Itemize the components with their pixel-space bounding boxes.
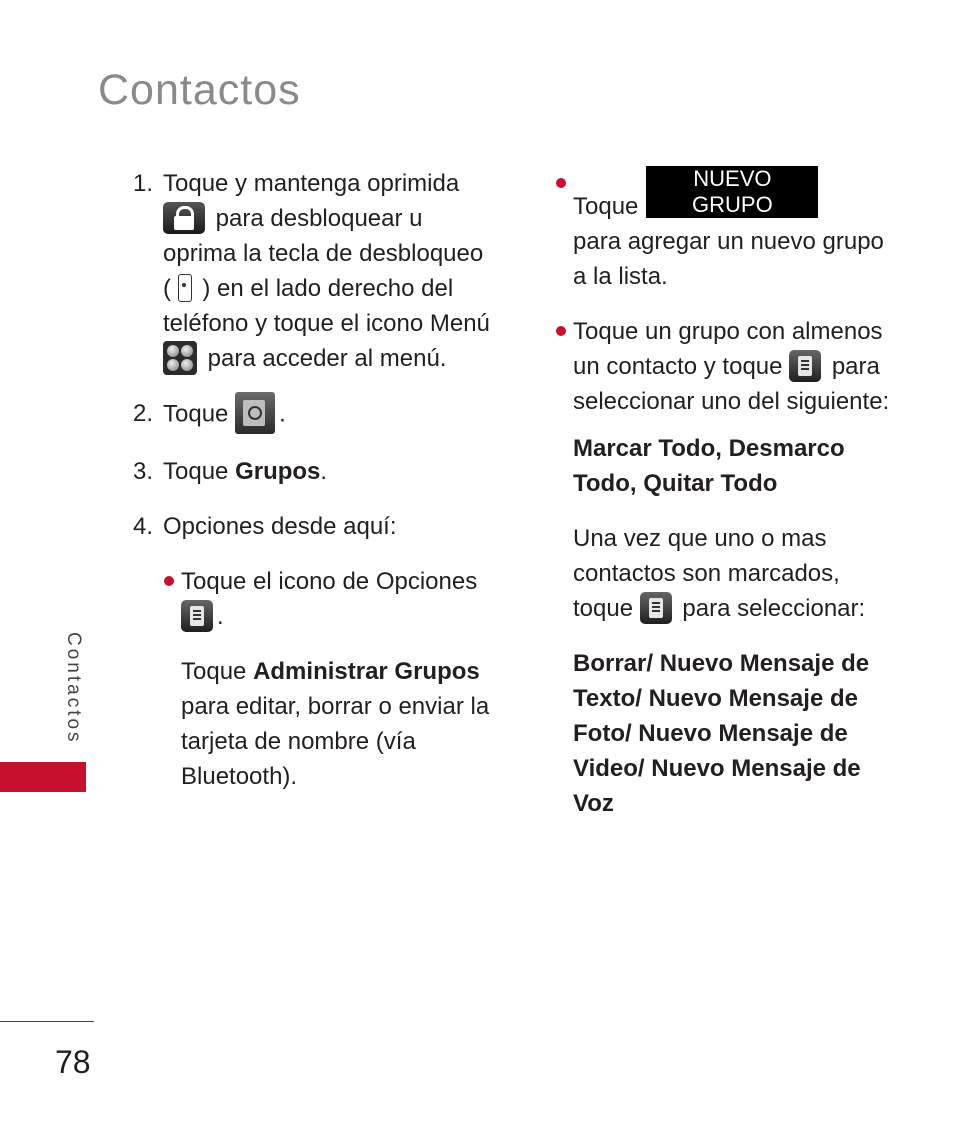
- options-icon: [640, 592, 672, 624]
- step-3-text-a: Toque: [163, 458, 236, 485]
- marked-text-a: Una vez que uno o mas contactos son marcados, toque: [573, 525, 840, 622]
- options-bullet: [161, 564, 493, 634]
- new-group-button: NUEVO GRUPO: [646, 166, 818, 218]
- step-1-text-a: Toque y mantenga oprimida: [163, 170, 460, 197]
- new-group-text-b: para agregar un nuevo grupo a la lista.: [573, 228, 884, 290]
- admin-groups-label: Administrar Grupos: [253, 658, 480, 685]
- group-bullet-text-a: Toque un grupo con almenos un contacto y toque: [573, 318, 883, 380]
- contacts-icon: [235, 392, 275, 434]
- page-title: Contactos: [98, 66, 301, 114]
- step-3: [133, 454, 493, 489]
- options-bullet-text-a: Toque el icono de Opciones: [181, 568, 478, 595]
- new-group-bullet: [553, 166, 893, 294]
- group-bullet-text-b: para seleccionar uno del siguiente:: [573, 353, 890, 415]
- lock-icon: [163, 202, 205, 234]
- step-2-text-a: Toque: [163, 400, 229, 428]
- side-key-icon: [178, 274, 192, 302]
- step-1-text-d: ) en el lado derecho del teléfono y toque el icono Menú: [163, 275, 490, 337]
- options-icon: [789, 350, 821, 382]
- admin-groups-text: [133, 654, 493, 794]
- step-number: 1.: [133, 170, 154, 197]
- marked-text-b: para seleccionar:: [682, 595, 866, 622]
- side-section-label: Contactos: [63, 632, 84, 745]
- step-2-text-b: .: [279, 400, 286, 428]
- step-number: 2.: [133, 400, 154, 427]
- mark-options: Marcar Todo, Desmarco Todo, Quitar Todo: [573, 435, 845, 497]
- admin-text-b: para editar, borrar o enviar la tarjeta de nombre (vía Bluetooth).: [181, 693, 490, 790]
- bullet-dot: [556, 326, 566, 336]
- step-number: 3.: [133, 458, 154, 485]
- new-group-text-a: Toque: [573, 193, 639, 220]
- group-bullet: [553, 314, 893, 419]
- right-column: [553, 166, 893, 821]
- options-bullet-text-b: .: [217, 603, 224, 630]
- step-4-text: Opciones desde aquí:: [163, 513, 397, 540]
- side-section-tab: [0, 762, 86, 792]
- marked-contacts-text: [553, 521, 893, 626]
- groups-label: Grupos: [235, 458, 321, 485]
- bullet-dot: [556, 178, 566, 188]
- bullet-dot: [164, 576, 174, 586]
- admin-text-a: Toque: [181, 658, 254, 685]
- step-1-text-b: para desbloquear u oprima la tecla de desbloqueo: [163, 205, 484, 267]
- step-1-text-c: (: [163, 275, 171, 302]
- step-3-text-b: .: [320, 458, 328, 485]
- page-number: 78: [55, 1044, 91, 1080]
- menu-icon: [163, 341, 197, 375]
- send-options: Borrar/ Nuevo Mensaje de Texto/ Nuevo Mensaje de Foto/ Nuevo Mensaje de Video/ Nuevo Mensaje de Voz: [573, 650, 870, 817]
- step-2: [133, 396, 493, 434]
- left-column: [133, 166, 493, 794]
- step-1-text-e: para acceder al menú.: [207, 345, 447, 372]
- step-number: 4.: [133, 513, 154, 540]
- step-4: [133, 509, 493, 544]
- options-icon: [181, 600, 213, 632]
- footer-divider: [0, 1021, 94, 1022]
- step-1: [133, 166, 493, 376]
